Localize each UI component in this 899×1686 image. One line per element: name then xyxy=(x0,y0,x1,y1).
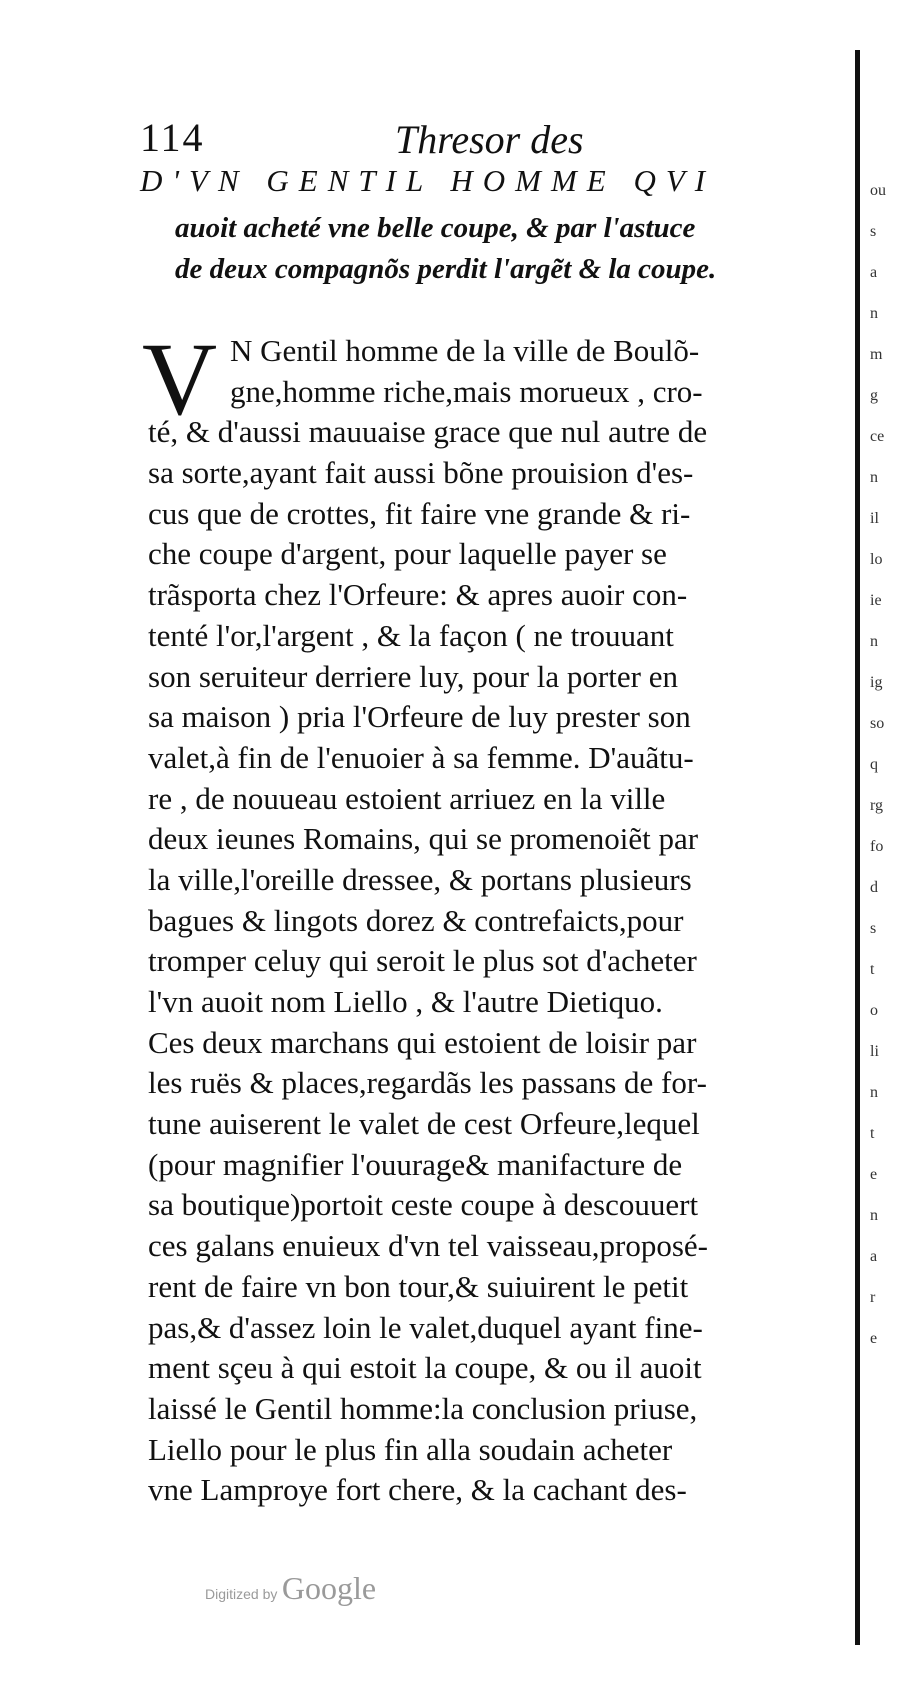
margin-fragment: fo xyxy=(870,838,884,855)
text-line: la ville,l'oreille dressee, & portans plusieurs xyxy=(148,861,692,897)
text-line: che coupe d'argent, pour laquelle payer se xyxy=(148,536,667,572)
chapter-title: D'VN GENTIL HOMME QVI xyxy=(140,163,716,198)
margin-fragment: g xyxy=(870,387,878,404)
text-line: té, & d'aussi mauuaise grace que nul autre de xyxy=(148,414,708,450)
margin-fragment: so xyxy=(870,715,885,732)
text-line: N Gentil homme de la ville de Boulõ- xyxy=(230,333,700,368)
margin-fragment: n xyxy=(870,305,878,322)
subtitle-line: auoit acheté vne belle coupe, & par l'astuce xyxy=(175,212,696,244)
text-line: sa maison ) pria l'Orfeure de luy prester son xyxy=(148,699,691,735)
text-line: valet,à fin de l'enuoier à sa femme. D'auãtu- xyxy=(148,739,694,775)
margin-fragment: ce xyxy=(870,428,885,445)
margin-fragment: n xyxy=(870,469,878,486)
watermark-prefix: Digitized by xyxy=(205,1586,278,1602)
margin-fragment: ou xyxy=(870,182,886,199)
text-line: tromper celuy qui seroit le plus sot d'acheter xyxy=(148,943,697,979)
margin-fragment: n xyxy=(870,1207,878,1224)
text-line: cus que de crottes, fit faire vne grande & ri- xyxy=(148,495,691,531)
margin-fragment: r xyxy=(870,1289,876,1306)
margin-fragment: a xyxy=(870,1248,878,1265)
text-line: Ces deux marchans qui estoient de loisir par xyxy=(148,1024,697,1060)
text-line: laissé le Gentil homme:la conclusion priuse, xyxy=(148,1390,698,1426)
text-line: sa boutique)portoit ceste coupe à descouuert xyxy=(148,1187,699,1223)
margin-fragment: a xyxy=(870,264,878,281)
running-head: Thresor des xyxy=(395,117,584,162)
margin-fragment: n xyxy=(870,633,878,650)
text-line: ces galans enuieux d'vn tel vaisseau,proposé- xyxy=(148,1228,708,1264)
text-line: deux ieunes Romains, qui se promenoiẽt par xyxy=(148,821,699,857)
margin-fragment: s xyxy=(870,223,877,240)
adjacent-page-fragments xyxy=(870,170,899,1359)
text-line: trãsporta chez l'Orfeure: & apres auoir con- xyxy=(148,577,688,613)
margin-fragment: t xyxy=(870,1125,875,1142)
margin-fragment: s xyxy=(870,920,877,937)
margin-fragment: lo xyxy=(870,551,883,568)
margin-fragment: ie xyxy=(870,592,882,609)
drop-cap: V xyxy=(142,322,218,437)
page-number: 114 xyxy=(140,115,205,160)
body-text xyxy=(148,331,830,1511)
margin-fragment: e xyxy=(870,1330,878,1347)
text-line: l'vn auoit nom Liello , & l'autre Dietiquo. xyxy=(148,984,663,1019)
text-line: re , de nouueau estoient arriuez en la ville xyxy=(148,780,666,816)
watermark-brand: Google xyxy=(281,1570,377,1606)
text-line: bagues & lingots dorez & contrefaicts,pour xyxy=(148,902,684,938)
text-line: son seruiteur derriere luy, pour la porter en xyxy=(148,658,678,694)
text-line: rent de faire vn bon tour,& suiuirent le petit xyxy=(148,1268,689,1304)
margin-fragment: t xyxy=(870,961,875,978)
subtitle-line: de deux compagnõs perdit l'argẽt & la coupe. xyxy=(175,253,717,285)
margin-fragment: ig xyxy=(870,674,883,691)
margin-fragment: e xyxy=(870,1166,878,1183)
page-gutter-rule xyxy=(855,50,860,1645)
text-line: sa sorte,ayant fait aussi bõne prouision d'es- xyxy=(148,455,694,491)
margin-fragment: n xyxy=(870,1084,878,1101)
digitized-watermark xyxy=(205,1570,376,1607)
margin-fragment: m xyxy=(870,346,883,363)
margin-fragment: q xyxy=(870,756,878,773)
text-line: ment sçeu à qui estoit la coupe, & ou il auoit xyxy=(148,1350,702,1386)
text-line: Liello pour le plus fin alla soudain acheter xyxy=(148,1431,673,1467)
text-line: gne,homme riche,mais morueux , cro- xyxy=(230,373,703,409)
text-line: (pour magnifier l'ouurage& manifacture de xyxy=(148,1146,683,1182)
margin-fragment: d xyxy=(870,879,878,896)
text-line: tenté l'or,l'argent , & la façon ( ne trouuant xyxy=(148,617,674,653)
text-line: tune auiserent le valet de cest Orfeure,lequel xyxy=(148,1106,700,1142)
margin-fragment: rg xyxy=(870,797,884,814)
text-line: pas,& d'assez loin le valet,duquel ayant fine- xyxy=(148,1309,703,1345)
text-line: vne Lamproye fort chere, & la cachant des- xyxy=(148,1472,687,1508)
margin-fragment: il xyxy=(870,510,879,527)
margin-fragment: o xyxy=(870,1002,878,1019)
margin-fragment: li xyxy=(870,1043,879,1060)
text-line: les ruës & places,regardãs les passans de for- xyxy=(148,1065,707,1101)
